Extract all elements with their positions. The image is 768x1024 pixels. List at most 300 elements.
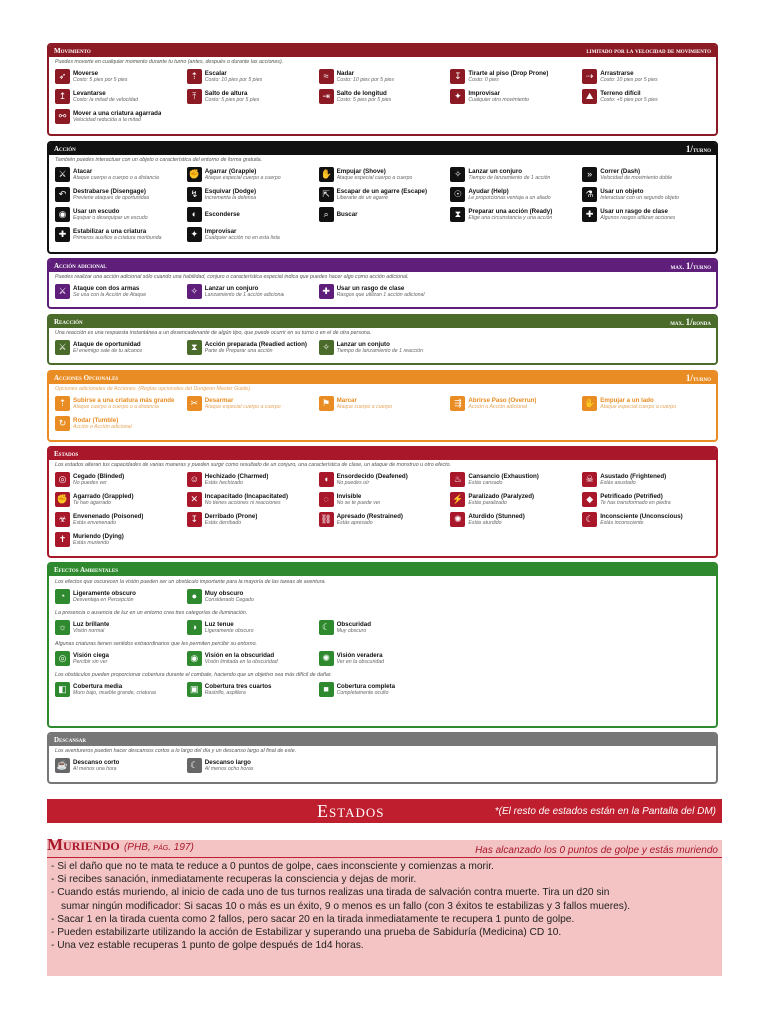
estados-section-header: [47, 799, 722, 823]
exhaustion-icon: ♨: [450, 472, 465, 487]
item-name: Ligeramente obscuro: [73, 590, 136, 597]
panel-limit: 1/turno: [685, 373, 711, 383]
rule-item: [55, 587, 183, 606]
panel-descansar: [47, 732, 718, 784]
item-name: Lanzar un conjuro: [468, 168, 523, 175]
item-description: Estás envenenado: [73, 520, 116, 526]
item-description: Velocidad reducida a la mitad: [73, 117, 141, 123]
use-object-icon: ⚗: [582, 187, 597, 202]
overrun-icon: ⇶: [450, 396, 465, 411]
item-description: Costo: +5 pies por 5 pies: [600, 97, 658, 103]
difficult-terrain-icon: ⛰: [582, 89, 597, 104]
item-description: Se usa con la Acción de Ataque: [73, 292, 147, 298]
item-description: No puedes oír: [336, 480, 370, 486]
rule-item: [55, 756, 183, 775]
item-description: Rasgos que utilizan 1 acción adicional: [336, 292, 425, 298]
group-intro: La presencia o ausencia de luz en un entorno crea tres categorías de iluminación.: [55, 610, 248, 616]
item-description: Costo: 0 pies: [468, 77, 499, 83]
item-description: Ataque especial cuerpo a cuerpo: [600, 404, 677, 410]
item-name: Ataque de oportunidad: [73, 341, 141, 348]
item-name: Marcar: [336, 397, 357, 404]
panel-limit: max. 1/turno: [670, 261, 711, 271]
rule-item: [55, 67, 183, 86]
item-name: Cobertura media: [73, 683, 123, 690]
ready-icon: ⧗: [450, 207, 465, 222]
item-description: Incrementa la defensa: [204, 195, 257, 201]
item-description: Muy obscuro: [336, 628, 367, 634]
item-name: Acción preparada (Readied action): [204, 341, 307, 348]
item-name: Buscar: [336, 211, 358, 218]
panel-intro: Puedes moverte en cualquier momento durante tu turno (antes, después o durante las acciones).: [55, 59, 284, 65]
swim-icon: ≈: [319, 69, 334, 84]
rule-item: [55, 205, 183, 224]
rule-item: [187, 67, 315, 86]
item-name: Abrirse Paso (Overrun): [468, 397, 537, 404]
item-name: Moverse: [73, 70, 99, 77]
muriendo-header: [47, 835, 722, 858]
item-description: Ligeramente obscuro: [204, 628, 254, 634]
crawl-icon: ⇢: [582, 69, 597, 84]
item-description: No tienes acciones ni reacciones: [204, 500, 281, 506]
panel-title: Descansar: [54, 736, 87, 744]
improvise-icon: ✦: [450, 89, 465, 104]
item-name: Envenenado (Poisoned): [73, 513, 144, 520]
item-name: Invisible: [336, 493, 362, 500]
item-name: Cobertura tres cuartos: [204, 683, 272, 690]
grappled-icon: ✊: [55, 492, 70, 507]
group-intro: Los efectos que oscurecen la visión pueden ser un obstáculo importante para la mayoría de las tareas de aventura.: [55, 579, 326, 585]
item-name: Visión ciega: [73, 652, 109, 659]
item-description: Estás hechizado: [204, 480, 243, 486]
reaction-spell-icon: ✧: [319, 340, 334, 355]
item-name: Paralizado (Paralyzed): [468, 493, 535, 500]
rule-item: [187, 282, 315, 301]
mark-icon: ⚑: [319, 396, 334, 411]
panel-header: [49, 564, 716, 576]
item-description: Ataque cuerpo a cuerpo o a distancia: [73, 175, 159, 181]
item-name: Usar un escudo: [73, 208, 120, 215]
item-name: Desarmar: [204, 397, 234, 404]
panel-reaccion: [47, 314, 718, 365]
item-name: Ataque con dos armas: [73, 285, 140, 292]
item-name: Hechizado (Charmed): [204, 473, 269, 480]
rule-item: [187, 470, 315, 489]
item-name: Muriendo (Dying): [73, 533, 124, 540]
item-name: Usar un rasgo de clase: [336, 285, 405, 292]
item-name: Arrastrarse: [600, 70, 634, 77]
rule-item: [187, 618, 315, 637]
muriendo-rules-list: [51, 860, 718, 952]
item-description: Ataque cuerpo a cuerpo: [336, 404, 392, 410]
panel-title: Acción adicional: [54, 262, 107, 270]
panel-header: [49, 143, 716, 155]
rule-item: [319, 394, 447, 413]
item-description: Lanzamiento de 1 acción adicional: [204, 292, 285, 298]
rule-item: [582, 470, 710, 489]
rule-item: [319, 649, 447, 668]
item-description: Rastrillo, aspillera: [204, 690, 246, 696]
panel-intro: Opciones adicionales de Acciones. (Reglas opcionales del Dungeon Master Guide).: [55, 386, 252, 392]
item-description: Interactuar con un segundo objeto: [600, 195, 679, 201]
search-icon: ⌕: [319, 207, 334, 222]
item-description: Costo: 5 pies por 5 pies: [336, 97, 392, 103]
item-name: Visión veradera: [336, 652, 383, 659]
rule-item: [187, 205, 315, 224]
item-description: Percibir sin ver: [73, 659, 108, 665]
item-name: Descanso corto: [73, 759, 120, 766]
rule-item: [187, 510, 315, 529]
rule-item: [319, 470, 447, 489]
group-intro: Algunas criaturas tienen sentidos extraordinarios que les permiten percibir su entorno.: [55, 641, 257, 647]
readied-action-icon: ⧗: [187, 340, 202, 355]
panel-accion: [47, 141, 718, 254]
item-name: Empujar (Shove): [336, 168, 386, 175]
improvise-action-icon: ✦: [187, 227, 202, 242]
item-description: Primeros auxilios a criatura moribunda: [73, 235, 162, 241]
item-description: Al menos una hora: [73, 766, 117, 772]
three-quarters-cover-icon: ▣: [187, 682, 202, 697]
prone-icon: ↧: [187, 512, 202, 527]
rule-item: [319, 87, 447, 106]
panel-header: [49, 45, 716, 57]
tumble-icon: ↻: [55, 416, 70, 431]
item-description: Estás inconsciente: [600, 520, 644, 526]
muriendo-rule: - Pueden estabilizarte utilizando la acción de Estabilizar y superando una prueba de Sabiduría (Medicina) CD 10.: [51, 926, 718, 939]
grapple-icon: ✊: [187, 167, 202, 182]
panel-acciones-opcionales: [47, 370, 718, 442]
item-description: No se te puede ver: [336, 500, 381, 506]
item-grid: [49, 755, 716, 776]
item-description: Muro bajo, mueble grande, criaturas: [73, 690, 157, 696]
rule-item: [187, 338, 315, 357]
item-description: Tiempo de lanzamiento de 1 reacción: [336, 348, 424, 354]
rule-item: [187, 165, 315, 184]
rule-item: [582, 87, 710, 106]
muriendo-rule: - Una vez estable recuperas 1 punto de golpe después de 1d4 horas.: [51, 939, 718, 952]
rule-item: [319, 490, 447, 509]
stunned-icon: ✺: [450, 512, 465, 527]
panel-header: [49, 448, 716, 460]
shove-icon: ✋: [319, 167, 334, 182]
shield-icon: ◉: [55, 207, 70, 222]
item-description: Ataque cuerpo a cuerpo o a distancia: [73, 404, 159, 410]
bonus-class-feature-icon: ✚: [319, 284, 334, 299]
item-name: Esquivar (Dodge): [204, 188, 257, 195]
muriendo-body: [47, 858, 722, 976]
rule-item: [55, 185, 183, 204]
disarm-icon: ✂: [187, 396, 202, 411]
item-description: Estás asustado: [600, 480, 636, 486]
darkness-icon: ☾: [319, 620, 334, 635]
paralyzed-icon: ⚡: [450, 492, 465, 507]
rule-item: [582, 205, 710, 224]
panel-limit: limitado por la velocidad de movimiento: [586, 47, 711, 55]
invisible-icon: ◌: [319, 492, 334, 507]
rule-item: [582, 490, 710, 509]
panel-movimiento: [47, 43, 718, 136]
item-name: Cansancio (Exhaustion): [468, 473, 539, 480]
item-description: Costo: 10 pies por 5 pies: [204, 77, 263, 83]
item-description: Equipar o desequipar un escudo: [73, 215, 148, 221]
item-name: Derribado (Prone): [204, 513, 258, 520]
item-name: Luz brillante: [73, 621, 110, 628]
item-description: Costo: 5 pies por 5 pies: [204, 97, 260, 103]
item-grid: [49, 586, 716, 607]
item-description: Ataque especial cuerpo a cuerpo: [336, 175, 413, 181]
half-cover-icon: ◧: [55, 682, 70, 697]
item-name: Muy obscuro: [204, 590, 244, 597]
short-rest-icon: ☕: [55, 758, 70, 773]
rule-item: [187, 394, 315, 413]
item-name: Inconsciente (Unconscious): [600, 513, 683, 520]
rule-item: [319, 67, 447, 86]
item-description: Costo: la mitad de velocidad: [73, 97, 139, 103]
item-name: Asustado (Frightened): [600, 473, 667, 480]
rule-item: [450, 67, 578, 86]
panel-intro: Puedes realizar una acción adicional sólo cuando una habilidad, conjuro o característica especial indica que puedes hacer algo como acción adicional.: [55, 274, 409, 280]
item-description: Estás apresado: [336, 520, 373, 526]
item-description: Le proporcionas ventaja a un aliado: [468, 195, 551, 201]
item-description: Parte de Preparar una acción: [204, 348, 273, 354]
bonus-spell-icon: ✧: [187, 284, 202, 299]
muriendo-title: Muriendo (PHB, pág. 197): [47, 835, 194, 854]
item-grid: [49, 648, 716, 669]
item-description: Estás paralizado: [468, 500, 507, 506]
dim-light-icon: ◑: [187, 620, 202, 635]
panel-intro: Una reacción es una respuesta instantánea a un desencadenante de algún tipo, que puede ocurrir en su turno o en el de otra persona.: [55, 330, 372, 336]
muriendo-rule: - Sacar 1 en la tirada cuenta como 2 fallos, pero sacar 20 en la tirada inmediatamente te recupera 1 punto de golpe.: [51, 913, 718, 926]
muriendo-reference: (PHB, pág. 197): [123, 842, 194, 853]
rule-item: [55, 107, 183, 126]
item-name: Escalar: [204, 70, 227, 77]
panel-intro: Los aventureros pueden hacer descansos cortos a lo largo del día y un descanso largo al final de este.: [55, 748, 297, 754]
item-name: Improvisar: [468, 90, 501, 97]
climb-creature-icon: ⇡: [55, 396, 70, 411]
long-jump-icon: ⇥: [319, 89, 334, 104]
high-jump-icon: ⤒: [187, 89, 202, 104]
item-name: Descanso largo: [204, 759, 251, 766]
run-icon: ➶: [55, 69, 70, 84]
item-description: Costo: 10 pies por 5 pies: [336, 77, 394, 83]
rule-item: [319, 680, 447, 699]
item-name: Aturdido (Stunned): [468, 513, 525, 520]
rule-item: [450, 87, 578, 106]
dash-icon: »: [582, 167, 597, 182]
rule-item: [582, 67, 710, 86]
item-name: Levantarse: [73, 90, 106, 97]
two-weapons-icon: ⚔: [55, 284, 70, 299]
panel-efectos-ambientales: [47, 562, 718, 728]
item-description: Visión limitada en la obscuridad: [204, 659, 278, 665]
item-description: Elige una circunstancia y una acción: [468, 215, 553, 221]
item-name: Ayudar (Help): [468, 188, 509, 195]
panel-title: Reacción: [54, 318, 83, 326]
item-name: Improvisar: [204, 228, 237, 235]
petrified-icon: ◆: [582, 492, 597, 507]
muriendo-rule: sumar ningún modificador: Si sacas 10 o más es un éxito, 9 o menos es un fallo (con 3 éxitos te estabilizas y 3 fallos mueres).: [61, 900, 631, 912]
total-cover-icon: ■: [319, 682, 334, 697]
item-name: Rodar (Tumble): [73, 417, 119, 424]
help-icon: ☉: [450, 187, 465, 202]
panel-header: [49, 734, 716, 746]
rule-item: [582, 165, 710, 184]
drop-prone-icon: ↧: [450, 69, 465, 84]
item-name: Subirse a una criatura más grande: [73, 397, 175, 404]
panel-header: [49, 372, 716, 384]
item-name: Tirarte al piso (Drop Prone): [468, 70, 549, 77]
item-description: Acción o Acción adicional: [468, 404, 528, 410]
item-description: Velocidad de movimiento doble: [600, 175, 673, 181]
dodge-icon: ↯: [187, 187, 202, 202]
item-description: Estás muriendo: [73, 540, 110, 546]
attack-icon: ⚔: [55, 167, 70, 182]
item-description: Ataque especial cuerpo a cuerpo: [204, 404, 281, 410]
blindsight-icon: ◎: [55, 651, 70, 666]
item-name: Salto de longitud: [336, 90, 387, 97]
item-name: Lanzar un conjuro: [204, 285, 259, 292]
item-description: Completamente oculto: [336, 690, 389, 696]
lightly-obscured-icon: ◔: [55, 589, 70, 604]
rule-item: [319, 510, 447, 529]
item-name: Esconderse: [204, 211, 240, 218]
rule-item: [187, 87, 315, 106]
item-description: Te han agarrado: [73, 500, 111, 506]
item-name: Escapar de un agarre (Escape): [336, 188, 428, 195]
item-description: Estás derribado: [204, 520, 242, 526]
panel-title: Efectos Ambientales: [54, 566, 118, 574]
section-title: Estados: [317, 800, 385, 821]
panel-title: Movimiento: [54, 47, 91, 55]
section-note: *(El resto de estados están en la Pantalla del DM): [494, 805, 716, 817]
rule-item: [55, 394, 183, 413]
item-name: Usar un rasgo de clase: [600, 208, 668, 215]
panel-estados: [47, 446, 718, 558]
item-description: Ataque especial cuerpo a cuerpo: [204, 175, 281, 181]
item-description: Al menos ocho horas: [204, 766, 254, 772]
panel-limit: 1/turno: [685, 144, 711, 154]
rule-item: [319, 618, 447, 637]
panel-header: [49, 316, 716, 328]
item-description: Visión normal: [73, 628, 105, 634]
item-name: Petrificado (Petrified): [600, 493, 663, 500]
rule-item: [187, 225, 315, 244]
rule-item: [55, 618, 183, 637]
rule-item: [55, 338, 183, 357]
item-name: Preparar una acción (Ready): [468, 208, 553, 215]
item-name: Visión en la obscuridad: [204, 652, 275, 659]
panel-header: [49, 260, 716, 272]
rule-item: [55, 680, 183, 699]
item-name: Terreno difícil: [600, 90, 641, 97]
item-name: Empujar a un lado: [600, 397, 654, 404]
group-intro: Los obstáculos pueden proporcionar cobertura durante el combate, haciendo que un objetivo sea más difícil de dañar.: [55, 672, 332, 678]
item-description: Tiempo de lanzamiento de 1 acción: [468, 175, 551, 181]
rule-item: [55, 470, 183, 489]
dying-icon: ✝: [55, 532, 70, 547]
rule-item: [319, 338, 447, 357]
item-grid: [49, 679, 716, 700]
panel-accion-adicional: [47, 258, 718, 309]
panel-title: Acciones Opcionales: [54, 374, 119, 382]
rule-item: [582, 185, 710, 204]
panel-title: Acción: [54, 145, 76, 153]
item-description: Desventaja en Percepción: [73, 597, 134, 603]
item-description: Costo: 5 pies por 5 pies: [73, 77, 128, 83]
rule-item: [187, 680, 315, 699]
blinded-icon: ◎: [55, 472, 70, 487]
item-description: Estás aturdido: [468, 520, 502, 526]
shove-aside-icon: ✋: [582, 396, 597, 411]
muriendo-rule: - Si recibes sanación, inmediatamente recuperas la consciencia y dejas de morir.: [51, 873, 718, 886]
rule-item: [450, 185, 578, 204]
item-description: No puedes ver: [73, 480, 107, 486]
cast-spell-icon: ✧: [450, 167, 465, 182]
item-name: Agarrado (Grappled): [73, 493, 134, 500]
item-grid: [49, 469, 716, 550]
rule-item: [187, 756, 315, 775]
rule-item: [319, 185, 447, 204]
item-grid: [49, 617, 716, 638]
rule-item: [55, 87, 183, 106]
opportunity-attack-icon: ⚔: [55, 340, 70, 355]
item-name: Estabilizar a una criatura: [73, 228, 147, 235]
ambient-groups: [49, 576, 716, 700]
panel-title: Estados: [54, 450, 79, 458]
item-description: Cualquier acción no en esta lista: [204, 235, 280, 241]
rule-item: [187, 490, 315, 509]
stand-up-icon: ↥: [55, 89, 70, 104]
item-name: Apresado (Restrained): [336, 513, 403, 520]
item-name: Destrabarse (Disengage): [73, 188, 146, 195]
rule-item: [450, 205, 578, 224]
restrained-icon: ⛓: [319, 512, 334, 527]
rule-item: [319, 282, 447, 301]
item-description: Ver en la obscuridad: [336, 659, 384, 665]
item-name: Mover a una criatura agarrada: [73, 110, 162, 117]
rule-item: [55, 490, 183, 509]
rule-item: [450, 165, 578, 184]
rule-item: [319, 165, 447, 184]
rule-item: [582, 394, 710, 413]
heavily-obscured-icon: ●: [187, 589, 202, 604]
item-description: Te has transformado en piedra: [600, 500, 671, 506]
item-grid: [49, 393, 716, 434]
rule-item: [55, 510, 183, 529]
muriendo-rule: - Cuando estás muriendo, al inicio de cada uno de tus turnos realizas una tirada de salvación contra muerte. Tira un d20 sin: [51, 886, 718, 899]
deafened-icon: ◖: [319, 472, 334, 487]
item-description: Cualquier otro movimiento: [468, 97, 529, 103]
item-description: Considerado Cegado: [204, 597, 254, 603]
muriendo-subtitle: Has alcanzado los 0 puntos de golpe y estás muriendo: [475, 845, 718, 856]
item-description: Algunos rasgos utilizan acciones: [600, 215, 676, 221]
item-name: Salto de altura: [204, 90, 248, 97]
climb-icon: ⇡: [187, 69, 202, 84]
incapacitated-icon: ✕: [187, 492, 202, 507]
item-name: Luz tenue: [204, 621, 234, 628]
item-name: Atacar: [73, 168, 93, 175]
unconscious-icon: ☾: [582, 512, 597, 527]
bright-light-icon: ☼: [55, 620, 70, 635]
item-grid: [49, 164, 716, 245]
rule-item: [55, 530, 183, 549]
item-name: Usar un objeto: [600, 188, 644, 195]
stabilize-icon: ✚: [55, 227, 70, 242]
rule-item: [55, 165, 183, 184]
frightened-icon: ☠: [582, 472, 597, 487]
disengage-icon: ↶: [55, 187, 70, 202]
item-name: Cobertura completa: [336, 683, 396, 690]
panel-limit: max. 1/ronda: [670, 317, 711, 327]
